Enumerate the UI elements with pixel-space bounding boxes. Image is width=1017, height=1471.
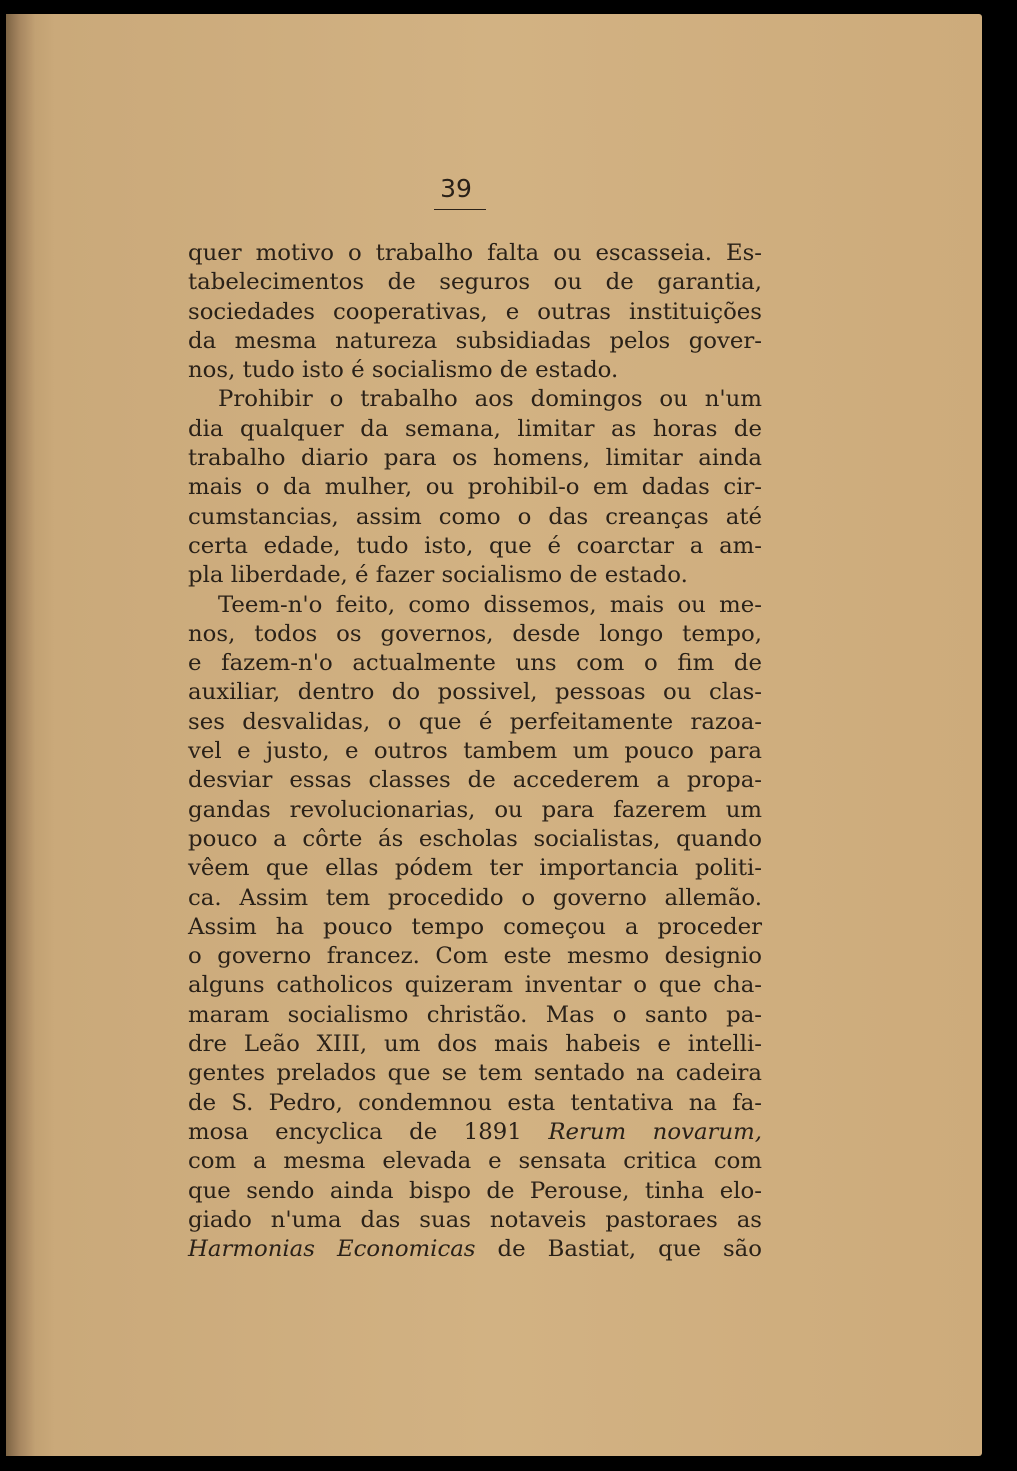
text-line: gentes prelados que se tem sentado na cadeira [188,1060,762,1087]
text-line: pla liberdade, é fazer socialismo de estado. [188,562,688,589]
text-line: vel e justo, e outros tambem um pouco para [188,738,762,765]
text-line: vêem que ellas pódem ter importancia politi- [188,855,762,882]
text-line: sociedades cooperativas, e outras instituições [188,298,762,325]
page-number-underline [434,209,486,210]
text-line: cumstancias, assim como o das creanças até [188,503,762,530]
text-line: nos, tudo isto é socialismo de estado. [188,357,619,384]
text-line: nos, todos os governos, desde longo tempo, [188,620,762,647]
italic-title: Rerum novarum, [548,1118,762,1145]
text-line: giado n'uma das suas notaveis pastoraes as [188,1206,762,1233]
text-line: que sendo ainda bispo de Perouse, tinha elo- [188,1177,762,1204]
body-text [188,239,762,1264]
text-line: de S. Pedro, condemnou esta tentativa na fa- [188,1089,762,1116]
text-line: dia qualquer da semana, limitar as horas de [188,415,762,442]
text-line: Assim ha pouco tempo começou a proceder [188,913,762,940]
text-line: maram socialismo christão. Mas o santo pa- [188,1001,762,1028]
text-segment: de Bastiat, que são [497,1236,762,1263]
text-line-mixed [188,1118,762,1147]
text-line: o governo francez. Com este mesmo designio [188,943,762,970]
text-line: Teem-n'o feito, como dissemos, mais ou me- [218,591,762,618]
text-line: tabelecimentos de seguros ou de garantia, [188,269,762,296]
text-line: auxiliar, dentro do possivel, pessoas ou clas- [188,679,762,706]
text-line: Prohibir o trabalho aos domingos ou n'um [218,386,762,413]
text-line: com a mesma elevada e sensata critica com [188,1148,762,1175]
page-number: 39 [440,174,472,203]
text-line: ses desvalidas, o que é perfeitamente razoa- [188,708,762,735]
text-line: trabalho diario para os homens, limitar ainda [188,445,762,472]
text-line: certa edade, tudo isto, que é coarctar a am- [188,532,762,559]
book-page [6,14,982,1456]
page-binding-edge [6,14,36,1456]
text-segment: mosa encyclica de 1891 [188,1118,522,1145]
text-line: pouco a côrte ás escholas socialistas, quando [188,825,762,852]
text-line: e fazem-n'o actualmente uns com o fim de [188,650,762,677]
text-line: desviar essas classes de accederem a propa- [188,767,762,794]
text-line-mixed [188,1235,762,1264]
text-line: alguns catholicos quizeram inventar o que cha- [188,972,762,999]
text-line: gandas revolucionarias, ou para fazerem um [188,796,762,823]
text-line: da mesma natureza subsidiadas pelos gover- [188,327,762,354]
text-line: ca. Assim tem procedido o governo allemão. [188,884,762,911]
italic-title: Harmonias Economicas [188,1236,476,1263]
text-line: quer motivo o trabalho falta ou escasseia. Es- [188,240,762,266]
text-line: dre Leão XIII, um dos mais habeis e intelli- [188,1031,762,1058]
text-line: mais o da mulher, ou prohibil-o em dadas cir- [188,474,762,501]
